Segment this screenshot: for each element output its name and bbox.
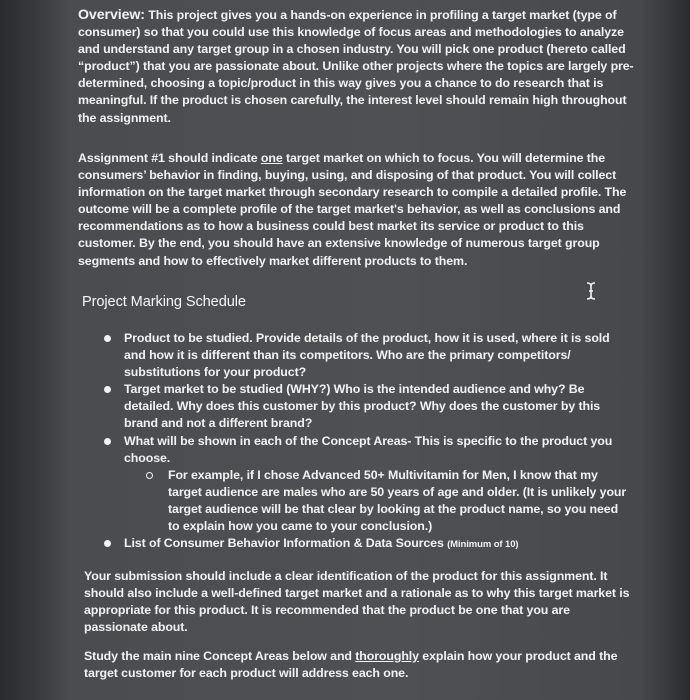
overview-paragraph — [78, 7, 634, 127]
list-item — [102, 381, 632, 432]
overview-text: This project gives you a hands-on experience in profiling a target market (type of consumer) so that you could use this knowledge of focus areas and methodologies to analyze and understand any target group in a chosen industry. You will pick one product (hereto called “product”) that you are passionate about. Unlike other projects where the topics are largely pre-determined, choosing a topic/product in this way gives you a chance to do research that is meaningful. If the product is chosen carefully, the interest level should remain high throughout the assignment. — [78, 8, 634, 125]
list-item-text: What will be shown in each of the Concept Areas- This is specific to the product you choose. — [124, 433, 613, 465]
sub-list-item-text: For example, if I chose Advanced 50+ Multivitamin for Men, I know that my target audience are males who are 50 years of age and older. (It is unlikely your target audience will be that clear by looking at the product name, so you need to explain how you came to your conclusion.) — [168, 467, 627, 534]
bullet-icon — [104, 540, 111, 547]
minimum-note: (Minimum of 10) — [447, 539, 519, 551]
bullet-icon — [104, 438, 111, 445]
study-text-after: explain how your product and the target customer for each product will address each one. — [84, 649, 618, 681]
assignment-text-after: target market on which to focus. You will determine the consumers’ behavior in finding, buying, using, and disposing of that product. You will collect information on the target market through secondary research to compile a detailed profile. The outcome will be a complete profile of the target market's behavior, as well as conclusions and recommendations as to how a business could best market its service or product to this customer. By the end, you should have an extensive knowledge of numerous target group segments and how to effectively market different products to them. — [78, 151, 627, 268]
study-text-middle: below and — [288, 649, 356, 663]
list-item-text: Product to be studied. Provide details of the product, how it is used, where it is sold and how it is different than its competitors. Who are the primary competitors/ substitutions for your product? — [124, 331, 610, 380]
assignment-text-before: Assignment #1 should indicate — [78, 151, 261, 165]
list-item — [102, 433, 632, 536]
list-item-text: Target market to be studied (WHY?) Who is the intended audience and why? Be detailed. Why does this customer by this product? Why does the customer by this brand and not a different brand? — [124, 382, 601, 431]
submission-paragraph: Your submission should include a clear identification of the product for this assignment. It should also include a well-defined target market and a rationale as to why this target market is appropriate for this product. It is recommended that the product be one that you are passionate about. — [84, 569, 630, 635]
sub-list — [124, 467, 632, 535]
bullet-icon — [104, 335, 111, 342]
study-text-before: Study the main — [84, 649, 175, 663]
marking-schedule-heading: Project Marking Schedule — [82, 294, 246, 310]
marking-schedule-list — [102, 330, 632, 553]
list-item-text: List of Consumer Behavior Information & Data Sources — [124, 536, 448, 551]
study-emphasis: nine Concept Areas — [174, 649, 289, 663]
sub-list-item — [124, 467, 632, 535]
list-item — [102, 330, 632, 381]
assignment-underlined-word: one — [260, 151, 283, 165]
study-paragraph — [84, 648, 634, 682]
document-page — [72, 0, 640, 700]
text-cursor-icon — [585, 282, 597, 300]
list-item — [102, 535, 632, 553]
overview-label: Overview: — [78, 7, 145, 23]
hollow-bullet-icon — [146, 472, 153, 479]
assignment-paragraph — [78, 150, 634, 270]
study-underlined-word: thoroughly — [355, 649, 419, 663]
bullet-icon — [104, 386, 111, 393]
